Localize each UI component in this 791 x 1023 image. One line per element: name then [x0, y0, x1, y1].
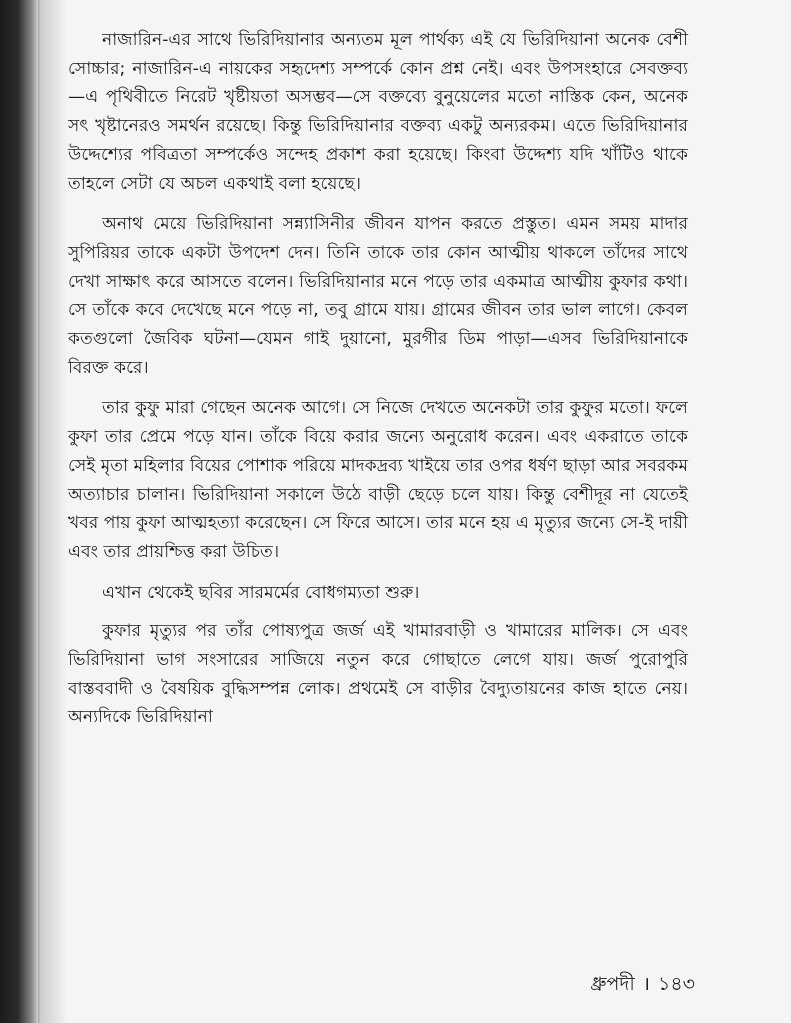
journal-name: ধ্রুপদী [590, 973, 635, 995]
footer-separator: । [642, 973, 650, 995]
binding-shadow [38, 0, 68, 1023]
page-body [68, 26, 688, 744]
paragraph-1: নাজারিন-এর সাথে ভিরিদিয়ানার অন্যতম মূল পার্থক্য এই যে ভিরিদিয়ানা অনেক বেশী সোচ্চার; নাজারিন-এ নায়কের সহৃদেশ্য সম্পর্কে কোন প্রশ্ন নেই। এবং উপসংহারে সেবক্তব্য—এ পৃথিবীতে নিরেট খৃষ্টীয়তা অসম্ভব—সে বক্তব্যে বুনুয়েলের মতো নাস্তিক কেন, অনেক সৎ খৃষ্টানেরও সমর্থন রয়েছে। কিন্তু ভিরিদিয়ানার বক্তব্য একটু অন্যরকম। এতে ভিরিদিয়ানার উদ্দেশ্যের পবিত্রতা সম্পর্কেও সন্দেহ প্রকাশ করা হয়েছে। কিংবা উদ্দেশ্য যদি খাঁটিও থাকে তাহলে সেটা যে অচল একথাই বলা হয়েছে। [68, 30, 688, 194]
paragraph-3: তার কুফু মারা গেছেন অনেক আগে। সে নিজে দেখতে অনেকটা তার কুফুর মতো। ফলে কুফা তার প্রেমে পড়ে যান। তাঁকে বিয়ে করার জন্যে অনুরোধ করেন। এবং একরাতে তাকে সেই মৃতা মহিলার বিয়ের পোশাক পরিয়ে মাদকদ্রব্য খাইয়ে তার ওপর ধর্ষণ ছাড়া আর সবরকম অত্যাচার চালান। ভিরিদিয়ানা সকালে উঠে বাড়ী ছেড়ে চলে যায়। কিন্তু বেশীদূর না যেতেই খবর পায় কুফা আত্মহত্যা করেছেন। সে ফিরে আসে। তার মনে হয় এ মৃত্যুর জন্যে সে-ই দায়ী এবং তার প্রায়শ্চিত্ত করা উচিত। [68, 398, 688, 562]
paragraph-4: এখান থেকেই ছবির সারমর্মের বোধগম্যতা শুরু। [102, 582, 420, 603]
page-footer [590, 970, 695, 1002]
page-number: ১৪৩ [657, 973, 695, 995]
paragraph-2: অনাথ মেয়ে ভিরিদিয়ানা সন্ন্যাসিনীর জীবন যাপন করতে প্রস্তুত। এমন সময় মাদার সুপিরিয়র তাকে একটা উপদেশ দেন। তিনি তাকে তার কোন আত্মীয় থাকলে তাঁদের সাথে দেখা সাক্ষাৎ করে আসতে বলেন। ভিরিদিয়ানার মনে পড়ে তার একমাত্র আত্মীয় কুফার কথা। সে তাঁকে কবে দেখেছে মনে পড়ে না, তবু গ্রামে যায়। গ্রামের জীবন তার ভাল লাগে। কেবল কতগুলো জৈবিক ঘটনা—যেমন গাই দুয়ানো, মুরগীর ডিম পাড়া—এসব ভিরিদিয়ানাকে বিরক্ত করে। [68, 214, 688, 378]
binding-edge [0, 0, 40, 1023]
paragraph-5: কুফার মৃত্যুর পর তাঁর পোষ্যপুত্র জর্জ এই খামারবাড়ী ও খামারের মালিক। সে এবং ভিরিদিয়ানা ভাগ সংসারের সাজিয়ে নতুন করে গোছাতে লেগে যায়। জর্জ পুরোপুরি বাস্তববাদী ও বৈষয়িক বুদ্ধিসম্পন্ন লোক। প্রথমেই সে বাড়ীর বৈদ্যুতায়নের কাজ হাতে নেয়। অন্যদিকে ভিরিদিয়ানা [68, 621, 688, 728]
